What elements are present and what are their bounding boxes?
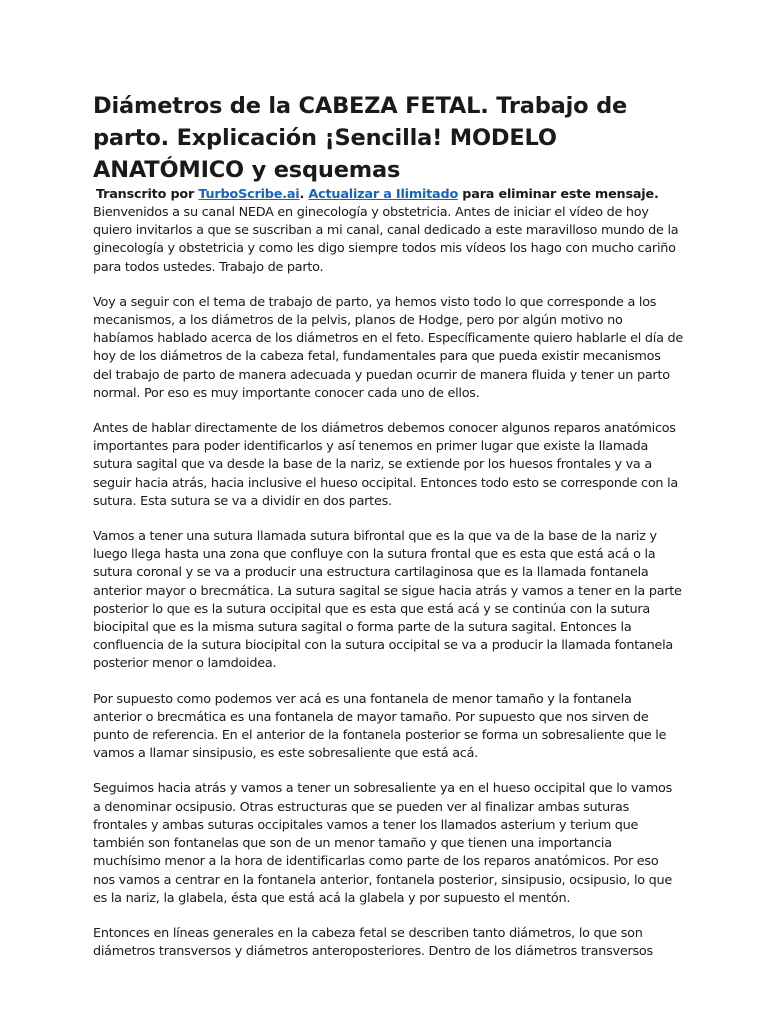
paragraph: Bienvenidos a su canal NEDA en ginecología y obstetricia. Antes de iniciar el vídeo de hoy quiero invitarlos a que se suscriban a mi canal, canal dedicado a este maravilloso mundo de la ginecología y obstetricia y como les digo siempre todos mis vídeos los hago con mucho cariño para todos ustedes. Trabajo de parto. — [93, 205, 679, 275]
paragraph: Entonces en líneas generales en la cabeza fetal se describen tanto diámetros, lo que son diámetros transversos y diámetros anteroposteriores. Dentro de los diámetros transversos — [93, 925, 653, 960]
paragraph: Antes de hablar directamente de los diámetros debemos conocer algunos reparos anatómicos importantes para poder identificarlos y así tenemos en primer lugar que existe la llamada sutura sagital que va desde la base de la nariz, se extiende por los huesos frontales y va a seguir hacia atrás, hacia inclusive el hueso occipital. Entonces todo esto se corresponde con la sutura. Esta sutura se va a dividir en dos partes. — [93, 421, 678, 509]
paragraph: Seguimos hacia atrás y vamos a tener un sobresaliente ya en el hueso occipital que lo vamos a denominar ocsipusio. Otras estructuras que se pueden ver al finalizar ambas suturas frontales y ambas suturas occipitales vamos a tener los llamados asterium y terium que también son fontanelas que son de un menor tamaño y que tienen una importancia muchísimo menor a la hora de identificarlas como parte de los reparos anatómicos. Por eso nos vamos a centrar en la fontanela anterior, fontanela posterior, sinsipusio, ocsipusio, lo que es la nariz, la glabela, ésta que está acá la glabela y por supuesto el mentón. — [93, 781, 673, 906]
paragraph: Vamos a tener una sutura llamada sutura bifrontal que es la que va de la base de la nariz y luego llega hasta una zona que confluye con la sutura frontal que es esta que está acá o la sutura coronal y se va a producir una estructura cartilaginosa que es la llamada fontanela anterior mayor o brecmática. La sutura sagital se sigue hacia atrás y vamos a tener en la parte posterior lo que es la sutura occipital que es esta que está acá y se continúa con la sutura biocipital que es la misma sutura sagital o forma parte de la sutura sagital. Entonces la confluencia de la sutura biocipital con la sutura occipital se va a producir la llamada fontanela posterior menor o lamdoidea. — [93, 529, 682, 672]
turboscribe-link[interactable]: TurboScribe.ai — [198, 187, 300, 202]
upgrade-unlimited-link[interactable]: Actualizar a Ilimitado — [308, 187, 459, 202]
paragraph: Por supuesto como podemos ver acá es una fontanela de menor tamaño y la fontanela anterior o brecmática es una fontanela de mayor tamaño. Por supuesto que nos sirven de punto de referencia. En el anterior de la fontanela posterior se forma un sobresaliente que le vamos a llamar sinsipusio, es este sobresaliente que está acá. — [93, 691, 667, 762]
transcription-suffix: para eliminar este mensaje. — [458, 187, 659, 202]
document-title: Diámetros de la CABEZA FETAL. Trabajo de parto. Explicación ¡Sencilla! MODELO ANATÓMICO y esquemas — [93, 93, 628, 183]
transcription-separator: . — [299, 187, 309, 202]
paragraph: Voy a seguir con el tema de trabajo de parto, ya hemos visto todo lo que corresponde a los mecanismos, a los diámetros de la pelvis, planos de Hodge, pero por algún motivo no habíamos hablado acerca de los diámetros en el feto. Específicamente quiero hablarle el día de hoy de los diámetros de la cabeza fetal, fundamentales para que pueda existir mecanismos del trabajo de parto de manera adecuada y puedan ocurrir de manera fluida y tener un parto normal. Por eso es muy importante conocer cada uno de ellos. — [93, 294, 683, 401]
transcription-notice — [93, 186, 683, 204]
document-page — [93, 90, 683, 978]
transcription-prefix: Transcrito por — [96, 187, 199, 202]
